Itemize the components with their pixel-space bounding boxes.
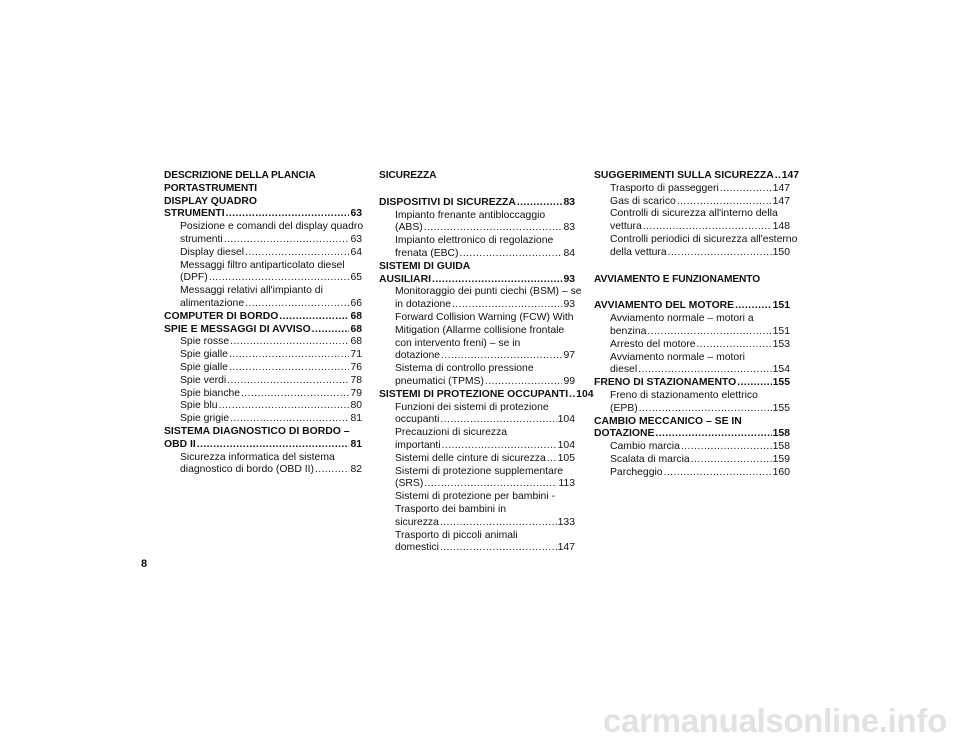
toc-entry-text: FRENO DI STAZIONAMENTO [594, 377, 737, 389]
toc-page-number: 147 [781, 170, 800, 181]
toc-entry-text: Trasporto di piccoli animali [395, 529, 518, 541]
toc-entry[interactable] [379, 235, 575, 261]
section-heading [379, 170, 575, 183]
toc-entry-text: (SRS) [395, 478, 424, 490]
dot-leader [668, 247, 772, 260]
dot-leader [639, 403, 772, 416]
toc-entry-text: Spie gialle [180, 361, 228, 373]
toc-entry-text: Scalata di marcia [610, 453, 690, 465]
toc-entry-text: Messaggi filtro antiparticolato diesel [180, 259, 345, 271]
toc-entry[interactable] [594, 208, 790, 234]
toc-entry[interactable] [594, 352, 790, 378]
toc-page-number: 81 [350, 413, 362, 425]
toc-entry[interactable] [379, 427, 575, 453]
toc-entry-text: Spie bianche [180, 387, 241, 399]
dot-leader [432, 274, 562, 287]
toc-entry-text: frenata (EBC) [395, 247, 459, 259]
toc-page-number: 68 [350, 336, 362, 348]
toc-page-number: 105 [557, 452, 575, 464]
dot-leader [737, 377, 771, 390]
spacer [594, 260, 790, 274]
toc-entry[interactable] [594, 390, 790, 416]
dot-leader [440, 542, 557, 555]
toc-page-number: 148 [772, 221, 790, 233]
toc-entry-text: (ABS) [395, 222, 423, 234]
toc-page-number: 71 [350, 349, 362, 361]
toc-entry-text: (EPB) [610, 402, 638, 414]
toc-page-number: 78 [350, 374, 362, 386]
toc-entry-text: Spie grigie [180, 413, 230, 425]
toc-page-number: 104 [576, 388, 594, 400]
toc-page-number: 133 [557, 516, 575, 528]
toc-chapter-entry[interactable] [379, 261, 575, 287]
toc-page-number: 160 [772, 466, 790, 478]
toc-page-number: 64 [350, 246, 362, 258]
toc-entry-text: alimentazione [180, 297, 245, 309]
toc-page-number: 68 [350, 310, 362, 322]
toc-chapter-entry[interactable] [164, 196, 362, 222]
toc-entry-text: Sistemi delle cinture di sicurezza [395, 452, 546, 464]
section-heading-line: PORTASTRUMENTI [164, 182, 257, 194]
toc-column-2 [379, 170, 594, 555]
toc-column-1 [164, 170, 362, 477]
toc-entry[interactable] [164, 336, 362, 349]
toc-entry-text: OBD II [164, 438, 196, 450]
section-heading-line: AVVIAMENTO E FUNZIONAMENTO [594, 273, 761, 285]
toc-entry-text: Gas di scarico [610, 195, 676, 207]
watermark: carmanualsonline.info [603, 702, 947, 739]
toc-entry-text: SISTEMI DI PROTEZIONE OCCUPANTI [379, 388, 569, 400]
dot-leader [440, 414, 556, 427]
dot-leader [229, 362, 349, 375]
dot-leader [460, 248, 563, 261]
toc-chapter-entry[interactable] [594, 300, 790, 313]
dot-leader [245, 247, 349, 260]
dot-leader [647, 326, 771, 339]
dot-leader [681, 441, 772, 454]
toc-entry-text: Spie blu [180, 400, 218, 412]
toc-entry-text: Sistemi di protezione supplementare [395, 465, 564, 477]
spacer [594, 286, 790, 300]
section-heading [164, 170, 362, 196]
dot-leader [664, 467, 772, 480]
toc-entry[interactable] [164, 375, 362, 388]
toc-entry-text: benzina [610, 325, 647, 337]
toc-page-number: 82 [350, 464, 362, 476]
dot-leader [677, 196, 772, 209]
toc-entry-text: Parcheggio [610, 466, 663, 478]
toc-chapter-entry[interactable] [594, 377, 790, 390]
toc-entry[interactable] [594, 441, 790, 454]
toc-entry-text: AUSILIARI [379, 273, 431, 285]
dot-leader [442, 440, 557, 453]
dot-leader [219, 400, 350, 413]
toc-page-number: 83 [563, 222, 575, 234]
toc-page-number: 83 [563, 196, 575, 208]
toc-page-number: 158 [772, 428, 790, 440]
toc-page-number: 151 [772, 300, 790, 312]
toc-page-number: 65 [350, 272, 362, 284]
toc-entry[interactable] [594, 233, 798, 260]
toc-entry-text: DISPOSITIVI DI SICUREZZA [379, 196, 516, 208]
dot-leader [720, 183, 772, 196]
spacer [379, 183, 575, 197]
toc-entry-text: DISPLAY QUADRO [164, 195, 257, 207]
toc-entry-text: Freno di stazionamento elettrico [610, 389, 758, 401]
toc-entry[interactable] [164, 362, 362, 375]
toc-entry-text: Trasporto di passeggeri [610, 182, 719, 194]
toc-entry[interactable] [164, 285, 362, 311]
dot-leader [226, 208, 350, 221]
dot-leader [735, 300, 772, 313]
toc-entry-text: Forward Collision Warning (FCW) With [395, 311, 574, 323]
toc-entry-text: dotazione [395, 350, 441, 362]
toc-entry-text: diesel [610, 364, 638, 376]
toc-entry-text: in dotazione [395, 299, 452, 311]
toc-page-number: 68 [350, 323, 362, 335]
toc-entry-text: strumenti [180, 233, 223, 245]
dot-leader [279, 311, 349, 324]
toc-entry[interactable] [594, 339, 790, 352]
toc-entry-text: (DPF) [180, 272, 208, 284]
dot-leader [655, 428, 771, 441]
toc-entry-text: DOTAZIONE [594, 428, 655, 440]
toc-entry-text: domestici [395, 542, 439, 554]
dot-leader [209, 272, 350, 285]
toc-entry-text: Controlli periodici di sicurezza all'esterno [610, 233, 798, 245]
toc-entry[interactable] [379, 363, 575, 389]
section-heading [594, 274, 790, 287]
toc-entry-text: SPIE E MESSAGGI DI AVVISO [164, 323, 311, 335]
toc-entry-text: Mitigation (Allarme collisione frontale [395, 324, 565, 336]
toc-entry[interactable] [594, 467, 790, 480]
dot-leader [424, 222, 563, 235]
dot-leader [569, 389, 575, 402]
toc-entry-text: Monitoraggio dei punti ciechi (BSM) – se [395, 286, 582, 298]
toc-entry[interactable] [164, 221, 362, 247]
toc-entry-text: Sistemi di protezione per bambini - [395, 491, 555, 503]
dot-leader [230, 413, 349, 426]
toc-entry-text: Arresto del motore [610, 338, 696, 350]
toc-entry-text: diagnostico di bordo (OBD II) [180, 464, 314, 476]
dot-leader [424, 478, 557, 491]
toc-page-number: 113 [558, 478, 575, 490]
toc-entry-text: vettura [610, 221, 642, 233]
toc-chapter-entry[interactable] [164, 426, 362, 452]
toc-entry-text: Funzioni dei sistemi di protezione [395, 401, 549, 413]
toc-entry-text: Avviamento normale – motori a [610, 313, 754, 325]
dot-leader [245, 298, 349, 311]
toc-entry[interactable] [379, 286, 582, 312]
toc-page-number: 154 [772, 364, 790, 376]
dot-leader [312, 324, 350, 337]
toc-chapter-entry[interactable] [379, 197, 575, 210]
toc-page-number: 93 [563, 273, 575, 285]
toc-entry-text: Impianto frenante antibloccaggio [395, 209, 546, 221]
toc-entry[interactable] [164, 388, 362, 401]
toc-chapter-entry[interactable] [164, 324, 362, 337]
toc-page-number: 93 [563, 299, 575, 311]
section-heading-line: DESCRIZIONE DELLA PLANCIA [164, 170, 316, 181]
toc-page-number: 153 [772, 338, 790, 350]
toc-column-3 [594, 170, 800, 480]
toc-entry[interactable] [379, 402, 575, 428]
toc-entry-text: Messaggi relativi all'impianto di [180, 285, 323, 297]
toc-page-number: 63 [350, 233, 362, 245]
toc-entry[interactable] [164, 349, 362, 362]
toc-entry-text: Sicurezza informatica del sistema [180, 451, 335, 463]
toc-entry-text: SISTEMI DI GUIDA [379, 260, 471, 272]
dot-leader [643, 221, 772, 234]
toc-entry[interactable] [594, 313, 790, 339]
dot-leader [230, 336, 349, 349]
toc-entry[interactable] [164, 413, 362, 426]
toc-page-number: 104 [557, 439, 575, 451]
toc-page-number: 104 [557, 414, 575, 426]
toc-entry[interactable] [379, 312, 575, 363]
toc-entry-text: con intervento freni) – se in [395, 337, 521, 349]
toc-page-number: 81 [350, 438, 362, 450]
dot-leader [441, 350, 562, 363]
toc-page-number: 76 [350, 361, 362, 373]
toc-chapter-entry[interactable] [594, 416, 790, 442]
dot-leader [224, 234, 350, 247]
toc-entry-text: Precauzioni di sicurezza [395, 427, 508, 439]
toc-chapter-entry[interactable] [594, 170, 800, 183]
toc-page-number: 97 [563, 350, 575, 362]
toc-page-number: 150 [772, 246, 790, 258]
toc-page-number: 147 [772, 182, 790, 194]
toc-page-number: 63 [350, 208, 362, 220]
toc-entry[interactable] [379, 453, 575, 466]
toc-entry-text: della vettura [610, 246, 667, 258]
toc-page-number: 66 [350, 297, 362, 309]
toc-entry[interactable] [164, 247, 362, 260]
toc-entry-text: SISTEMA DIAGNOSTICO DI BORDO – [164, 425, 350, 437]
toc-entry-text: COMPUTER DI BORDO [164, 310, 279, 322]
toc-entry-text: Posizione e comandi del display quadro [180, 221, 364, 233]
toc-entry[interactable] [379, 210, 575, 236]
dot-leader [197, 439, 350, 452]
toc-entry[interactable] [164, 452, 362, 478]
dot-leader [517, 197, 563, 210]
toc-entry-text: occupanti [395, 414, 440, 426]
toc-entry-text: Avviamento normale – motori [610, 351, 745, 363]
toc-entry-text: Spie verdi [180, 374, 227, 386]
toc-entry-text: AVVIAMENTO DEL MOTORE [594, 300, 735, 312]
toc-entry-text: Spie gialle [180, 349, 228, 361]
dot-leader [241, 388, 349, 401]
page-number: 8 [141, 558, 148, 570]
dot-leader [638, 364, 772, 377]
toc-entry-text: SUGGERIMENTI SULLA SICUREZZA [594, 170, 774, 181]
dot-leader [485, 376, 563, 389]
dot-leader [452, 299, 562, 312]
toc-entry[interactable] [379, 491, 575, 529]
toc-entry-text: Spie rosse [180, 336, 230, 348]
toc-entry-text: STRUMENTI [164, 208, 225, 220]
toc-entry-text: Controlli di sicurezza all'interno della [610, 208, 778, 220]
toc-chapter-entry[interactable] [379, 388, 594, 402]
toc-entry-text: CAMBIO MECCANICO – SE IN [594, 415, 742, 427]
toc-entry[interactable] [594, 454, 790, 467]
toc-entry-text: Cambio marcia [610, 441, 680, 453]
toc-entry-text: importanti [395, 439, 441, 451]
toc-entry[interactable] [164, 400, 362, 413]
toc-entry-text: Impianto elettronico di regolazione [395, 235, 554, 247]
toc-entry-text: Sistema di controllo pressione [395, 363, 534, 375]
dot-leader [227, 375, 349, 388]
dot-leader [775, 170, 781, 183]
toc-page-number: 99 [563, 375, 575, 387]
dot-leader [691, 454, 772, 467]
dot-leader [696, 339, 771, 352]
toc-page-number: 147 [772, 195, 790, 207]
toc-entry-text: pneumatici (TPMS) [395, 375, 484, 387]
toc-page-number: 151 [772, 325, 790, 337]
toc-chapter-entry[interactable] [164, 311, 362, 324]
dot-leader [229, 349, 349, 362]
dot-leader [547, 453, 557, 466]
toc-page-number: 147 [557, 542, 575, 554]
toc-page-number: 158 [772, 441, 790, 453]
toc-page-number: 84 [563, 247, 575, 259]
toc-entry[interactable] [594, 183, 790, 196]
toc-page-number: 80 [350, 400, 362, 412]
toc-entry[interactable] [164, 260, 362, 286]
dot-leader [315, 464, 349, 477]
toc-page-number: 155 [772, 402, 790, 414]
toc-page-number: 79 [350, 387, 362, 399]
toc-entry[interactable] [594, 196, 790, 209]
toc-page-number: 159 [772, 453, 790, 465]
toc-entry-text: Display diesel [180, 246, 245, 258]
toc-entry[interactable] [379, 466, 575, 492]
dot-leader [440, 517, 557, 530]
toc-entry-text: sicurezza [395, 516, 439, 528]
toc-entry-text: Trasporto dei bambini in [395, 503, 507, 515]
toc-page-number: 155 [772, 377, 790, 389]
toc-entry[interactable] [379, 530, 575, 556]
section-heading-line: SICUREZZA [379, 170, 437, 181]
